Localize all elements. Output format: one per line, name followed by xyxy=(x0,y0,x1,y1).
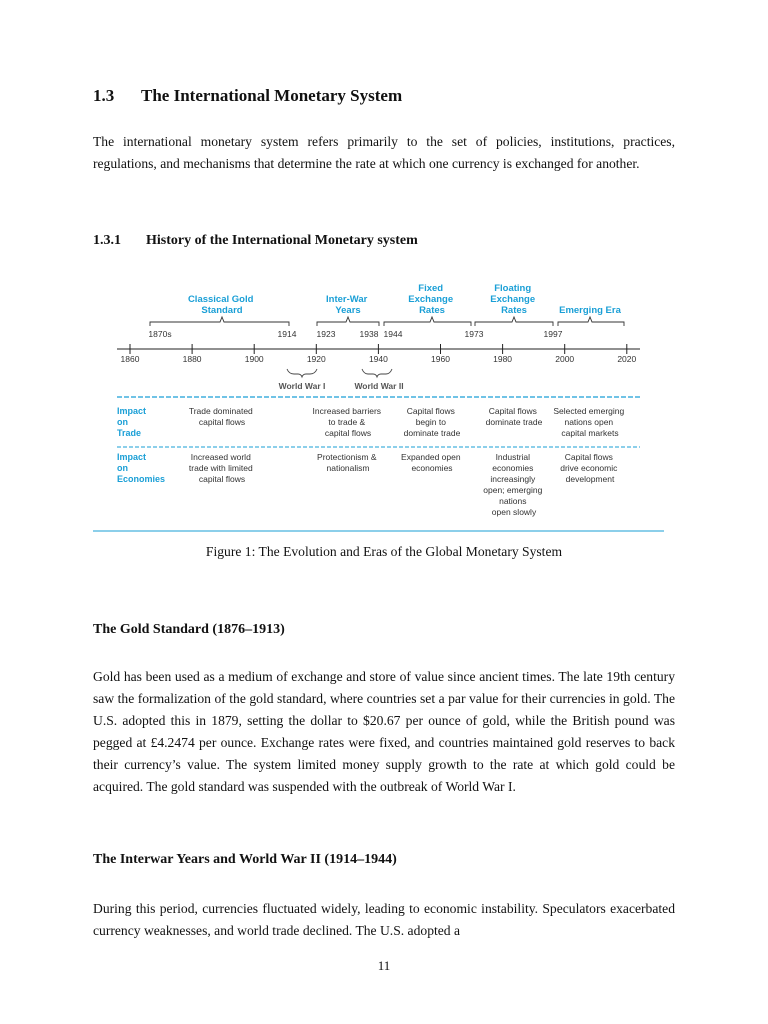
axis-tick-label-1860: 1860 xyxy=(120,354,140,364)
era-year-1914: 1914 xyxy=(277,329,297,339)
gold-standard-paragraph: Gold has been used as a medium of exchange and store of value since ancient times. The late 19th century saw the formalization of the gold standard, where countries set a par value for their currencies in gold. The U.S. adopted this in 1879, setting the dollar to $20.67 per ounce of gold, while the British pound was pegged at £4.2474 per ounce. Exchange rates were fixed, and countries maintained gold reserves to back their currency’s value. The system limited money supply growth to the rate at which gold could be acquired. The gold standard was suspended with the outbreak of World War I. xyxy=(93,669,675,794)
era-year-1938: 1938 xyxy=(359,329,379,339)
axis-tick-label-1980: 1980 xyxy=(493,354,513,364)
figure-content xyxy=(93,283,664,531)
brace-fixed-exchange xyxy=(384,317,471,326)
brace-floating-exchange xyxy=(475,317,553,326)
figure-caption: Figure 1: The Evolution and Eras of the Global Monetary System xyxy=(205,544,563,559)
interwar-paragraph: During this period, currencies fluctuated widely, leading to economic instability. Speculators exacerbated currency weaknesses, and world trade declined. The U.S. adopted a xyxy=(93,901,675,938)
era-year-1973: 1973 xyxy=(464,329,484,339)
page-number: 11 xyxy=(377,958,391,973)
econ-cell-floating: Industrial economies increasingly open; emerging nations open slowly xyxy=(483,452,543,517)
trade-cell-floating: Capital flows dominate trade xyxy=(485,406,543,427)
econ-cell-classical: Increased world trade with limited capital flows xyxy=(188,452,253,484)
econ-cell-interwar: Protectionism & nationalism xyxy=(317,452,377,473)
timeline-axis-ticks xyxy=(121,344,637,364)
era-label-floating-exchange: Floating Exchange Rates xyxy=(490,283,536,316)
era-year-1870s: 1870s xyxy=(148,329,172,339)
axis-tick-label-1920: 1920 xyxy=(306,354,326,364)
era-label-fixed-exchange: Fixed Exchange Rates xyxy=(408,283,454,316)
row-label-economies: Impact on Economies xyxy=(117,452,166,484)
axis-tick-label-1960: 1960 xyxy=(431,354,450,364)
row-label-trade: Impact on Trade xyxy=(117,406,147,438)
econ-cell-fixed: Expanded open economies xyxy=(401,452,461,473)
axis-tick-label-2020: 2020 xyxy=(617,354,637,364)
era-year-1997: 1997 xyxy=(543,329,563,339)
war-label-ww1: World War I xyxy=(278,381,326,391)
war-label-ww2: World War II xyxy=(354,381,404,391)
intro-paragraph: The international monetary system refers primarily to the set of policies, institutions, practices, regulations, and mechanisms that determine the rate at which one currency is exchanged for another. xyxy=(93,134,675,171)
era-year-1944: 1944 xyxy=(383,329,403,339)
econ-cell-emerging: Capital flows drive economic development xyxy=(560,452,618,484)
era-label-classical-gold: Classical Gold Standard xyxy=(187,294,254,316)
subsection-number: 1.3.1 xyxy=(93,233,121,248)
brace-classical-gold xyxy=(150,317,289,326)
section-number: 1.3 xyxy=(93,86,115,105)
interwar-heading: The Interwar Years and World War II (1914–1944) xyxy=(93,852,397,867)
axis-tick-label-1880: 1880 xyxy=(182,354,202,364)
axis-tick-label-2000: 2000 xyxy=(555,354,575,364)
era-label-inter-war: Inter-War Years xyxy=(326,294,368,316)
subsection-title: History of the International Monetary system xyxy=(146,233,418,248)
section-title: The International Monetary System xyxy=(141,86,403,105)
trade-cell-fixed: Capital flows begin to dominate trade xyxy=(403,406,461,438)
axis-tick-label-1940: 1940 xyxy=(368,354,388,364)
era-year-1923: 1923 xyxy=(316,329,336,339)
trade-cell-emerging: Selected emerging nations open capital markets xyxy=(553,406,625,438)
axis-tick-label-1900: 1900 xyxy=(244,354,264,364)
brace-emerging xyxy=(558,317,624,326)
era-label-emerging: Emerging Era xyxy=(559,305,621,316)
gold-standard-heading: The Gold Standard (1876–1913) xyxy=(93,622,285,637)
war-bracket-ww1 xyxy=(287,369,317,377)
war-bracket-ww2 xyxy=(362,369,392,377)
trade-cell-interwar: Increased barriers to trade & capital flows xyxy=(312,406,382,438)
brace-inter-war xyxy=(317,317,379,326)
trade-cell-classical: Trade dominated capital flows xyxy=(188,406,253,427)
